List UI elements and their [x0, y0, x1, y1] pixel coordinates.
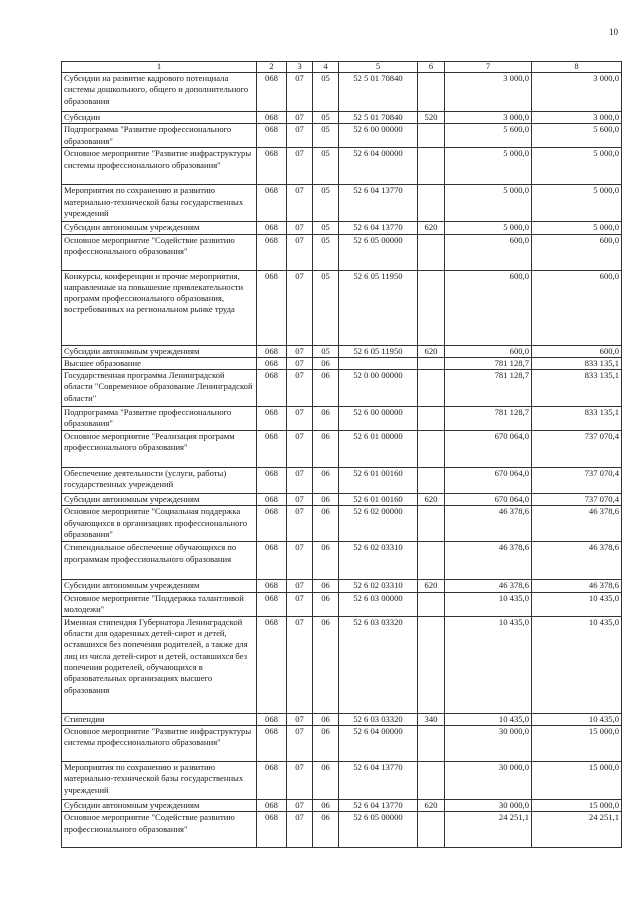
table-row	[62, 616, 622, 713]
admin-code-cell: 068	[257, 148, 287, 185]
subsection-cell: 05	[313, 345, 339, 357]
subsection-cell: 05	[313, 185, 339, 222]
admin-code-cell: 068	[257, 431, 287, 468]
amount-year1-cell: 5 000,0	[445, 185, 532, 222]
description-cell: Субсидии на развитие кадрового потенциала системы дошкольного, общего и дополнительного образования	[62, 73, 257, 112]
subsection-cell: 05	[313, 124, 339, 148]
target-article-cell: 52 6 04 13770	[339, 800, 418, 812]
amount-year1-cell: 781 128,7	[445, 357, 532, 369]
subsection-cell: 06	[313, 357, 339, 369]
amount-year2-cell: 10 435,0	[532, 616, 622, 713]
amount-year1-cell: 5 000,0	[445, 148, 532, 185]
table-row	[62, 800, 622, 812]
target-article-cell: 52 6 04 13770	[339, 762, 418, 800]
subsection-cell: 06	[313, 592, 339, 616]
subsection-cell: 06	[313, 616, 339, 713]
table-row	[62, 270, 622, 345]
amount-year2-cell: 833 135,1	[532, 407, 622, 431]
amount-year2-cell: 833 135,1	[532, 370, 622, 407]
description-cell: Субсидии автономным учреждениям	[62, 580, 257, 592]
target-article-cell: 52 0 00 00000	[339, 370, 418, 407]
description-cell: Мероприятия по сохранению и развитию материально-технической базы государственных учреждений	[62, 185, 257, 222]
admin-code-cell: 068	[257, 124, 287, 148]
amount-year1-cell: 30 000,0	[445, 800, 532, 812]
description-cell: Мероприятия по сохранению и развитию материально-технической базы государственных учреждений	[62, 762, 257, 800]
description-cell: Основное мероприятие "Поддержка талантливой молодежи"	[62, 592, 257, 616]
expense-type-cell: 340	[418, 713, 445, 725]
description-cell: Конкурсы, конференции и прочие мероприятия, направленные на повышение привлекательности программ профессионального образования, востребованных на региональном рынке труда	[62, 270, 257, 345]
subsection-cell: 06	[313, 726, 339, 762]
section-cell: 07	[287, 580, 313, 592]
description-cell: Основное мероприятие "Социальная поддержка обучающихся в организациях профессионального образования"	[62, 506, 257, 542]
description-cell: Стипендии	[62, 713, 257, 725]
table-row	[62, 234, 622, 270]
amount-year2-cell: 46 378,6	[532, 580, 622, 592]
amount-year1-cell: 670 064,0	[445, 468, 532, 494]
admin-code-cell: 068	[257, 73, 287, 112]
subsection-cell: 05	[313, 148, 339, 185]
table-row	[62, 812, 622, 848]
amount-year1-cell: 5 600,0	[445, 124, 532, 148]
section-cell: 07	[287, 726, 313, 762]
amount-year1-cell: 670 064,0	[445, 494, 532, 506]
table-row	[62, 468, 622, 494]
table-row	[62, 762, 622, 800]
table-row	[62, 124, 622, 148]
admin-code-cell: 068	[257, 800, 287, 812]
table-row	[62, 580, 622, 592]
subsection-cell: 06	[313, 812, 339, 848]
description-cell: Стипендиальное обеспечение обучающихся по программам профессионального образования	[62, 542, 257, 580]
target-article-cell: 52 6 01 00160	[339, 468, 418, 494]
section-cell: 07	[287, 800, 313, 812]
target-article-cell: 52 6 01 00000	[339, 431, 418, 468]
expense-type-cell	[418, 592, 445, 616]
expense-type-cell	[418, 73, 445, 112]
amount-year2-cell: 737 070,4	[532, 468, 622, 494]
page-number: 10	[609, 27, 618, 37]
section-cell: 07	[287, 185, 313, 222]
admin-code-cell: 068	[257, 726, 287, 762]
subsection-cell: 06	[313, 762, 339, 800]
admin-code-cell: 068	[257, 616, 287, 713]
amount-year1-cell: 10 435,0	[445, 616, 532, 713]
expense-type-cell	[418, 370, 445, 407]
col-header: 6	[418, 62, 445, 73]
amount-year1-cell: 781 128,7	[445, 370, 532, 407]
amount-year1-cell: 30 000,0	[445, 762, 532, 800]
amount-year2-cell: 5 000,0	[532, 148, 622, 185]
section-cell: 07	[287, 431, 313, 468]
section-cell: 07	[287, 357, 313, 369]
subsection-cell: 05	[313, 222, 339, 234]
amount-year2-cell: 5 000,0	[532, 222, 622, 234]
section-cell: 07	[287, 616, 313, 713]
expense-type-cell	[418, 616, 445, 713]
table-row	[62, 148, 622, 185]
amount-year2-cell: 600,0	[532, 345, 622, 357]
section-cell: 07	[287, 713, 313, 725]
expense-type-cell	[418, 148, 445, 185]
section-cell: 07	[287, 812, 313, 848]
table-row	[62, 431, 622, 468]
expense-type-cell	[418, 124, 445, 148]
col-header: 3	[287, 62, 313, 73]
subsection-cell: 06	[313, 431, 339, 468]
section-cell: 07	[287, 73, 313, 112]
description-cell: Субсидии	[62, 112, 257, 124]
section-cell: 07	[287, 124, 313, 148]
expense-type-cell	[418, 270, 445, 345]
admin-code-cell: 068	[257, 345, 287, 357]
expense-type-cell: 520	[418, 112, 445, 124]
admin-code-cell: 068	[257, 506, 287, 542]
amount-year1-cell: 3 000,0	[445, 73, 532, 112]
col-header: 1	[62, 62, 257, 73]
amount-year2-cell: 3 000,0	[532, 73, 622, 112]
section-cell: 07	[287, 407, 313, 431]
expense-type-cell	[418, 762, 445, 800]
section-cell: 07	[287, 494, 313, 506]
target-article-cell: 52 6 04 00000	[339, 148, 418, 185]
amount-year2-cell: 46 378,6	[532, 542, 622, 580]
admin-code-cell: 068	[257, 185, 287, 222]
col-header: 4	[313, 62, 339, 73]
table-row	[62, 713, 622, 725]
target-article-cell: 52 6 03 03320	[339, 616, 418, 713]
section-cell: 07	[287, 112, 313, 124]
amount-year2-cell: 15 000,0	[532, 800, 622, 812]
amount-year2-cell: 24 251,1	[532, 812, 622, 848]
amount-year1-cell: 3 000,0	[445, 112, 532, 124]
subsection-cell: 06	[313, 800, 339, 812]
section-cell: 07	[287, 506, 313, 542]
description-cell: Субсидии автономным учреждениям	[62, 345, 257, 357]
expense-type-cell: 620	[418, 800, 445, 812]
expense-type-cell	[418, 407, 445, 431]
description-cell: Государственная программа Ленинградской области "Современное образование Ленинградской области"	[62, 370, 257, 407]
amount-year2-cell: 46 378,6	[532, 506, 622, 542]
section-cell: 07	[287, 592, 313, 616]
expense-type-cell	[418, 812, 445, 848]
table-row	[62, 494, 622, 506]
col-header: 2	[257, 62, 287, 73]
table-row	[62, 726, 622, 762]
expense-type-cell	[418, 431, 445, 468]
section-cell: 07	[287, 762, 313, 800]
amount-year1-cell: 30 000,0	[445, 726, 532, 762]
table-row	[62, 542, 622, 580]
section-cell: 07	[287, 222, 313, 234]
table-row	[62, 185, 622, 222]
amount-year2-cell: 5 000,0	[532, 185, 622, 222]
target-article-cell: 52 5 01 70840	[339, 73, 418, 112]
subsection-cell: 05	[313, 234, 339, 270]
amount-year2-cell: 10 435,0	[532, 592, 622, 616]
description-cell: Основное мероприятие "Реализация программ профессионального образования"	[62, 431, 257, 468]
admin-code-cell: 068	[257, 112, 287, 124]
description-cell: Обеспечение деятельности (услуги, работы) государственных учреждений	[62, 468, 257, 494]
target-article-cell: 52 6 05 11950	[339, 270, 418, 345]
table-row	[62, 345, 622, 357]
amount-year1-cell: 600,0	[445, 270, 532, 345]
table-row	[62, 222, 622, 234]
target-article-cell: 52 6 00 00000	[339, 407, 418, 431]
target-article-cell: 52 6 01 00160	[339, 494, 418, 506]
subsection-cell: 05	[313, 270, 339, 345]
admin-code-cell: 068	[257, 234, 287, 270]
amount-year1-cell: 46 378,6	[445, 542, 532, 580]
admin-code-cell: 068	[257, 222, 287, 234]
expense-type-cell	[418, 506, 445, 542]
section-cell: 07	[287, 468, 313, 494]
subsection-cell: 06	[313, 542, 339, 580]
expense-type-cell	[418, 234, 445, 270]
section-cell: 07	[287, 270, 313, 345]
target-article-cell	[339, 357, 418, 369]
subsection-cell: 06	[313, 407, 339, 431]
description-cell: Именная стипендия Губернатора Ленинградской области для одаренных детей-сирот и детей, оставшихся без попечения родителей, а также для лиц из числа детей-сирот и детей, оставшихся без попечения родителей, обучающихся в образовательных организациях высшего образования	[62, 616, 257, 713]
expense-type-cell	[418, 468, 445, 494]
target-article-cell: 52 6 04 13770	[339, 222, 418, 234]
admin-code-cell: 068	[257, 542, 287, 580]
amount-year1-cell: 10 435,0	[445, 713, 532, 725]
table-row	[62, 112, 622, 124]
target-article-cell: 52 6 02 03310	[339, 580, 418, 592]
expense-type-cell	[418, 357, 445, 369]
section-cell: 07	[287, 370, 313, 407]
expense-type-cell	[418, 726, 445, 762]
col-header: 8	[532, 62, 622, 73]
col-header: 5	[339, 62, 418, 73]
expense-type-cell: 620	[418, 494, 445, 506]
amount-year2-cell: 600,0	[532, 270, 622, 345]
table-row	[62, 506, 622, 542]
expense-type-cell: 620	[418, 580, 445, 592]
table-row	[62, 407, 622, 431]
amount-year1-cell: 46 378,6	[445, 580, 532, 592]
subsection-cell: 05	[313, 112, 339, 124]
amount-year1-cell: 10 435,0	[445, 592, 532, 616]
target-article-cell: 52 6 00 00000	[339, 124, 418, 148]
amount-year1-cell: 781 128,7	[445, 407, 532, 431]
amount-year1-cell: 670 064,0	[445, 431, 532, 468]
description-cell: Основное мероприятие "Содействие развитию профессионального образования"	[62, 234, 257, 270]
description-cell: Субсидии автономным учреждениям	[62, 222, 257, 234]
target-article-cell: 52 6 03 00000	[339, 592, 418, 616]
admin-code-cell: 068	[257, 580, 287, 592]
description-cell: Основное мероприятие "Развитие инфраструктуры системы профессионального образования"	[62, 726, 257, 762]
amount-year1-cell: 5 000,0	[445, 222, 532, 234]
amount-year1-cell: 24 251,1	[445, 812, 532, 848]
target-article-cell: 52 6 02 00000	[339, 506, 418, 542]
admin-code-cell: 068	[257, 357, 287, 369]
admin-code-cell: 068	[257, 370, 287, 407]
admin-code-cell: 068	[257, 407, 287, 431]
amount-year2-cell: 10 435,0	[532, 713, 622, 725]
subsection-cell: 06	[313, 468, 339, 494]
table-row	[62, 73, 622, 112]
description-cell: Субсидии автономным учреждениям	[62, 494, 257, 506]
table-row	[62, 370, 622, 407]
admin-code-cell: 068	[257, 270, 287, 345]
description-cell: Основное мероприятие "Содействие развитию профессионального образования"	[62, 812, 257, 848]
subsection-cell: 06	[313, 713, 339, 725]
subsection-cell: 06	[313, 494, 339, 506]
section-cell: 07	[287, 345, 313, 357]
admin-code-cell: 068	[257, 713, 287, 725]
admin-code-cell: 068	[257, 592, 287, 616]
admin-code-cell: 068	[257, 468, 287, 494]
col-header: 7	[445, 62, 532, 73]
budget-table	[61, 61, 622, 848]
subsection-cell: 06	[313, 580, 339, 592]
description-cell: Высшее образование	[62, 357, 257, 369]
table-row	[62, 592, 622, 616]
description-cell: Субсидии автономным учреждениям	[62, 800, 257, 812]
section-cell: 07	[287, 148, 313, 185]
section-cell: 07	[287, 234, 313, 270]
amount-year2-cell: 600,0	[532, 234, 622, 270]
target-article-cell: 52 6 05 11950	[339, 345, 418, 357]
description-cell: Подпрограмма "Развитие профессионального образования"	[62, 124, 257, 148]
amount-year1-cell: 46 378,6	[445, 506, 532, 542]
target-article-cell: 52 6 02 03310	[339, 542, 418, 580]
subsection-cell: 05	[313, 73, 339, 112]
amount-year2-cell: 15 000,0	[532, 726, 622, 762]
target-article-cell: 52 6 04 00000	[339, 726, 418, 762]
admin-code-cell: 068	[257, 812, 287, 848]
header-row	[62, 62, 622, 73]
amount-year2-cell: 833 135,1	[532, 357, 622, 369]
amount-year1-cell: 600,0	[445, 345, 532, 357]
description-cell: Подпрограмма "Развитие профессионального образования"	[62, 407, 257, 431]
amount-year2-cell: 5 600,0	[532, 124, 622, 148]
target-article-cell: 52 6 04 13770	[339, 185, 418, 222]
amount-year2-cell: 737 070,4	[532, 431, 622, 468]
admin-code-cell: 068	[257, 762, 287, 800]
section-cell: 07	[287, 542, 313, 580]
expense-type-cell: 620	[418, 345, 445, 357]
admin-code-cell: 068	[257, 494, 287, 506]
expense-type-cell: 620	[418, 222, 445, 234]
target-article-cell: 52 6 05 00000	[339, 234, 418, 270]
expense-type-cell	[418, 185, 445, 222]
description-cell: Основное мероприятие "Развитие инфраструктуры системы профессионального образования"	[62, 148, 257, 185]
amount-year1-cell: 600,0	[445, 234, 532, 270]
amount-year2-cell: 3 000,0	[532, 112, 622, 124]
subsection-cell: 06	[313, 506, 339, 542]
target-article-cell: 52 6 05 00000	[339, 812, 418, 848]
target-article-cell: 52 5 01 70840	[339, 112, 418, 124]
amount-year2-cell: 737 070,4	[532, 494, 622, 506]
table-row	[62, 357, 622, 369]
subsection-cell: 06	[313, 370, 339, 407]
target-article-cell: 52 6 03 03320	[339, 713, 418, 725]
amount-year2-cell: 15 000,0	[532, 762, 622, 800]
expense-type-cell	[418, 542, 445, 580]
